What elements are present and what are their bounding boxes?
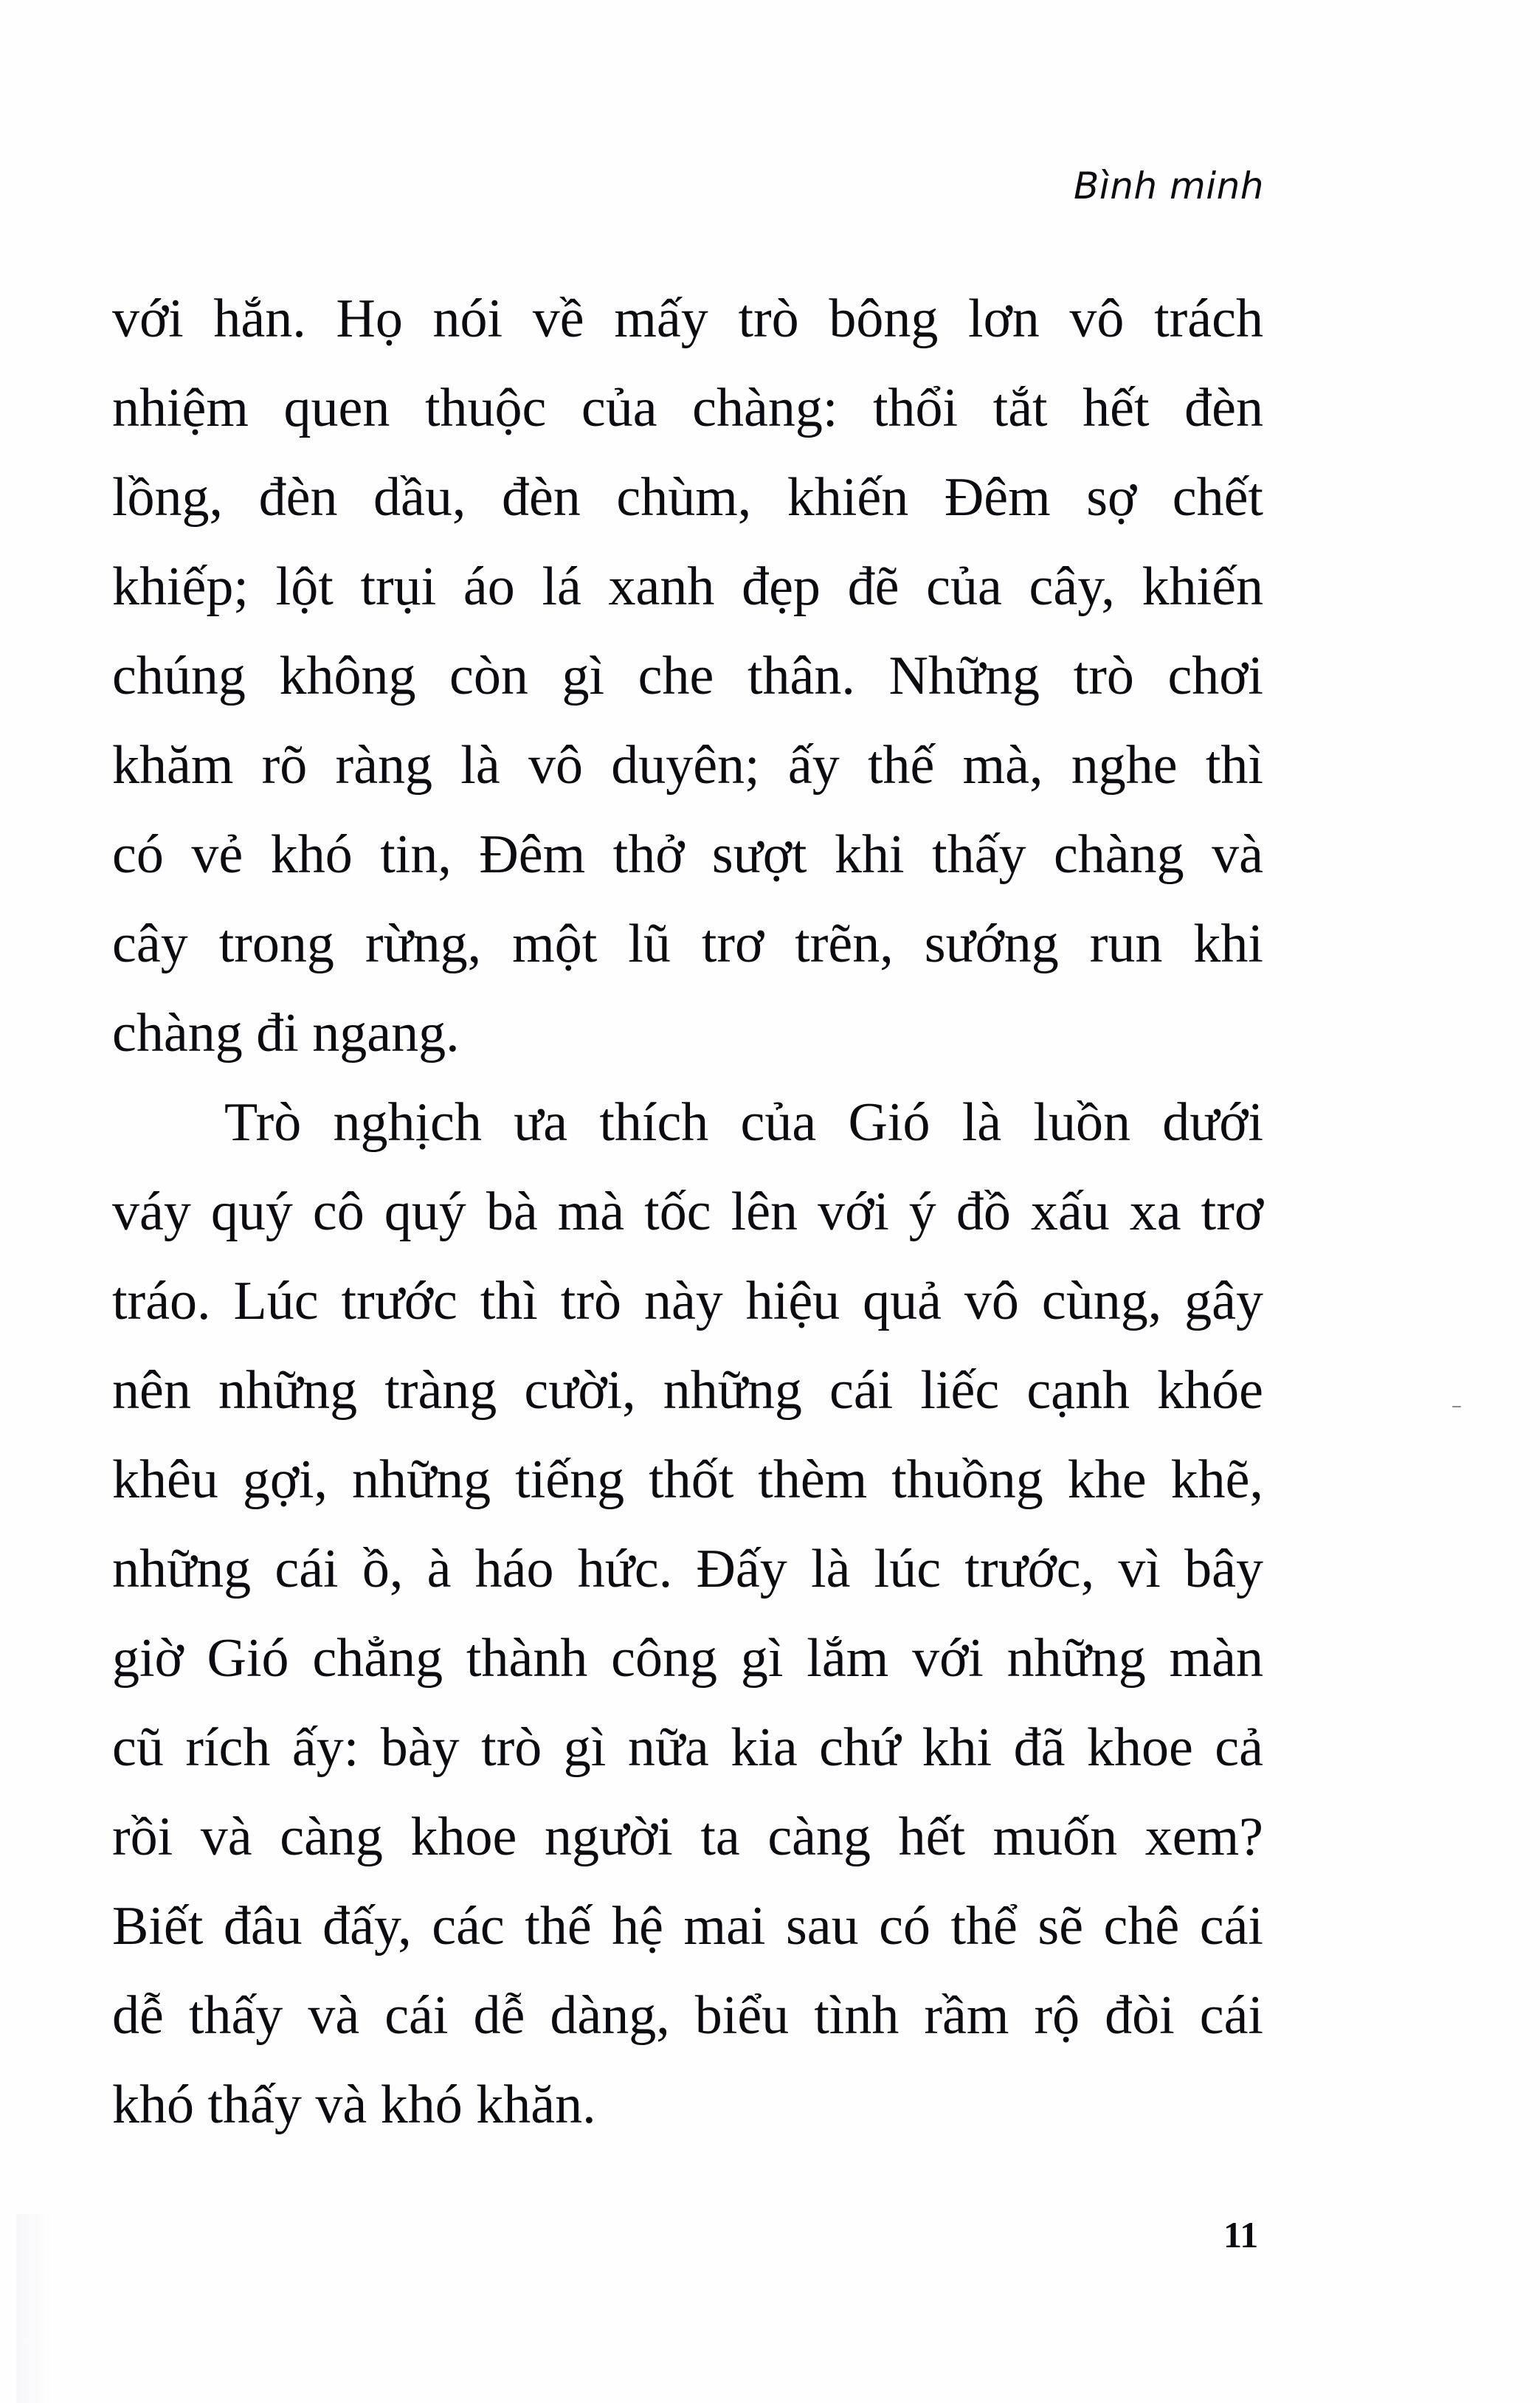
text-line: Trò nghịch ưa thích của Gió là luồn dưới [224, 1092, 1263, 1153]
text-line: tráo. Lúc trước thì trò này hiệu quả vô cùng, gây [112, 1271, 1263, 1331]
text-line: giờ Gió chẳng thành công gì lắm với những màn [112, 1628, 1263, 1689]
text-line: cây trong rừng, một lũ trơ trẽn, sướng run khi [112, 914, 1263, 974]
paper-speck [1452, 1406, 1461, 1407]
paragraph-1 [112, 275, 1263, 1078]
page-edge-shadow [16, 2214, 49, 2403]
text-line: lồng, đèn dầu, đèn chùm, khiến Đêm sợ chết [112, 467, 1263, 528]
text-line: khó thấy và khó khăn. [112, 2075, 596, 2135]
text-line: dễ thấy và cái dễ dàng, biểu tình rầm rộ đòi cái [112, 1985, 1263, 2046]
text-line: chàng đi ngang. [112, 1003, 460, 1063]
text-line: khiếp; lột trụi áo lá xanh đẹp đẽ của cây, khiến [112, 556, 1263, 617]
text-line: Biết đâu đấy, các thế hệ mai sau có thể sẽ chê cái [112, 1896, 1263, 1956]
text-line: chúng không còn gì che thân. Những trò chơi [112, 646, 1263, 706]
body-text [112, 275, 1263, 2150]
text-line: nhiệm quen thuộc của chàng: thổi tắt hết đèn [112, 378, 1263, 438]
text-line: những cái ồ, à háo hức. Đấy là lúc trước, vì bây [112, 1539, 1263, 1599]
page-number: 11 [1223, 2214, 1259, 2255]
text-line: với hắn. Họ nói về mấy trò bông lơn vô trách [112, 289, 1263, 349]
text-line: váy quý cô quý bà mà tốc lên với ý đồ xấu xa trơ [112, 1182, 1263, 1242]
running-head: Bình minh [1074, 165, 1264, 207]
text-line: khêu gợi, những tiếng thốt thèm thuồng khe khẽ, [112, 1449, 1263, 1510]
text-line: có vẻ khó tin, Đêm thở sượt khi thấy chàng và [112, 824, 1263, 885]
text-line: rồi và càng khoe người ta càng hết muốn xem? [112, 1807, 1263, 1867]
text-line: nên những tràng cười, những cái liếc cạnh khóe [112, 1360, 1263, 1421]
text-line: khăm rõ ràng là vô duyên; ấy thế mà, nghe thì [112, 735, 1263, 796]
text-line: cũ rích ấy: bày trò gì nữa kia chứ khi đã khoe cả [112, 1717, 1263, 1778]
paragraph-2 [112, 1078, 1263, 2150]
